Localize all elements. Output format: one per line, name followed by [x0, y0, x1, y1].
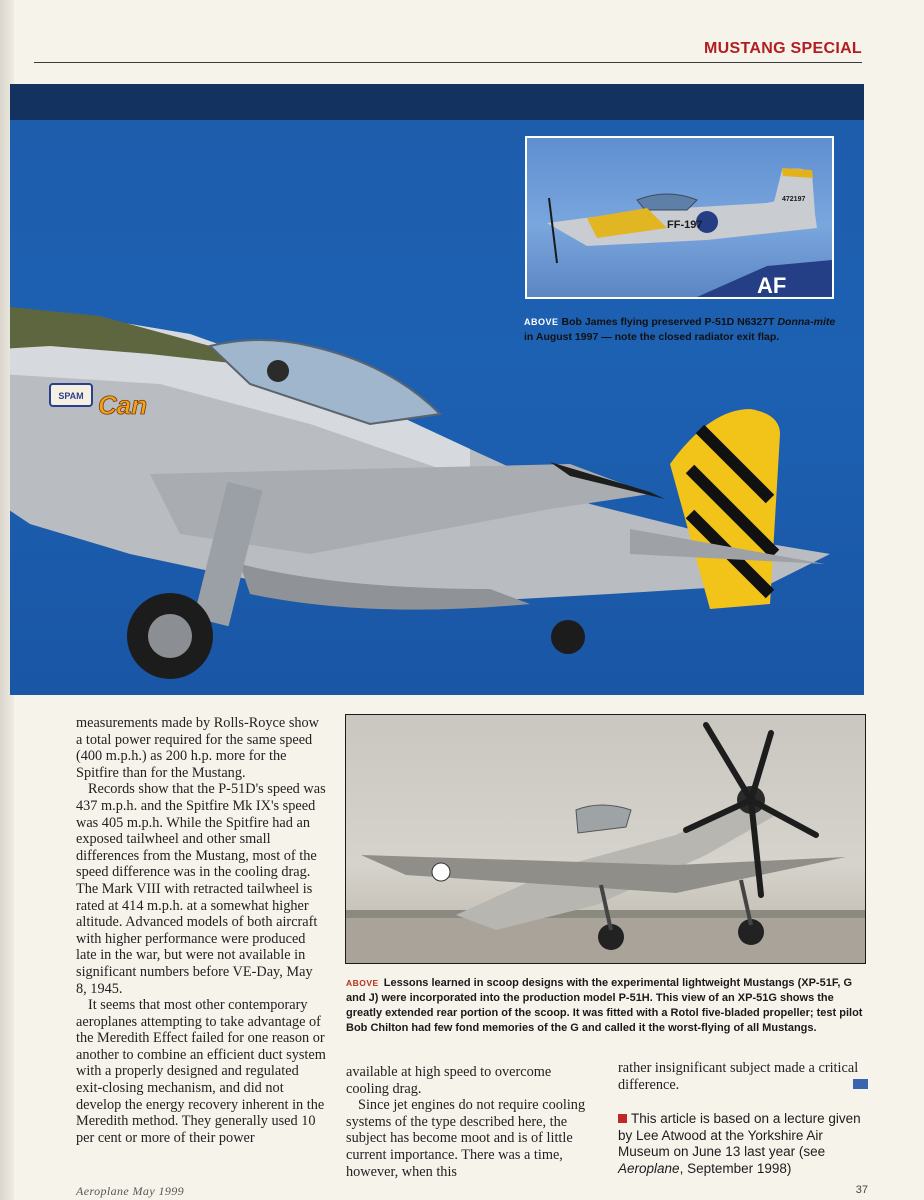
caption-bw-text: Lessons learned in scoop designs with the experimental lightweight Mustangs (XP-51F, G and J) were incorporated into the production model P-51H. This view of an XP-51G shows the greatly extended rear portion of the scoop. It was fitted with a Rotol five-bladed propeller; test pilot Bob Chilton had few fond memories of the G and called it the worst-flying of all Mustangs. — [346, 977, 863, 1034]
page-number: 37 — [855, 1184, 868, 1196]
caption-top-lead: ABOVE — [524, 317, 559, 327]
footer-publication: Aeroplane May 1999 — [76, 1184, 185, 1198]
red-square-bullet-icon — [618, 1114, 627, 1123]
xp51g-illustration — [346, 715, 866, 964]
main-wheel-hub — [148, 614, 192, 658]
body-column-1 — [76, 715, 326, 1146]
section-tag: MUSTANG SPECIAL — [704, 40, 862, 57]
inset-wing-lettering: AF — [757, 273, 787, 297]
body-paragraph: measurements made by Rolls-Royce show a total power required for the same speed (400 m.p.h.) as 200 h.p. more for the Spitfire than for the Mustang. — [76, 715, 319, 781]
note-italic: Aeroplane — [618, 1160, 680, 1176]
bw-photo — [345, 714, 866, 964]
body-paragraph: It seems that most other contemporary aeroplanes attempting to take advantage of the Meredith Effect failed for one reason or another to combine an efficient duct system with a properly designed and regulated exit-closing mechanism, and did not develop the energy recovery inherent in the Meredith method. They generally used 10 per cent or more of their power — [76, 997, 326, 1146]
caption-top — [524, 315, 842, 344]
bw-canopy — [576, 805, 631, 833]
inset-propeller — [549, 198, 557, 263]
caption-bw-lead: ABOVE — [346, 978, 379, 988]
body-column-2 — [346, 1064, 596, 1180]
note-text-2: , September 1998) — [679, 1160, 792, 1176]
tail-wheel — [551, 620, 585, 654]
inset-canopy — [637, 194, 697, 210]
inset-code: FF-197 — [667, 219, 703, 231]
body-paragraph: Records show that the P-51D's speed was 437 m.p.h. and the Spitfire Mk IX's speed was 405 m.p.h. While the Spitfire had an exposed tailwheel and other small differences from the Mustang, most of the speed difference was in the cooling drag. The Mark VIII with retracted tailwheel is rated at 414 m.p.h. at a somewhat higher altitude. Advanced models of both aircraft with higher performance were produced late in the war, but were not available in significant numbers before VE-Day, May 8, 1945. — [76, 781, 326, 997]
body-column-3 — [618, 1060, 868, 1177]
hero-photo — [10, 84, 864, 695]
spam-text: SPAM — [58, 391, 84, 401]
inset-aircraft-illustration — [527, 138, 832, 297]
body-paragraph: Since jet engines do not require cooling systems of the type described here, the subject has become moot and is of little current importance. There was a time, however, when this — [346, 1097, 586, 1180]
nose-art-text: Can — [98, 390, 148, 420]
caption-bw — [346, 976, 866, 1036]
caption-top-text-2: in August 1997 — note the closed radiator exit flap. — [524, 330, 780, 343]
bw-star-insignia — [432, 863, 450, 881]
header-rule — [34, 62, 862, 63]
author-note — [618, 1111, 868, 1177]
inset-serial: 472197 — [782, 196, 806, 203]
caption-top-text-1: Bob James flying preserved P-51D N6327T — [561, 316, 775, 328]
note-text-1: This article is based on a lecture given by Lee Atwood at the Yorkshire Air Museum on June 13 last year (see — [618, 1111, 861, 1160]
pilot-helmet — [267, 360, 289, 382]
body-paragraph: rather insignificant subject made a critical difference. — [618, 1060, 859, 1093]
end-of-article-mark — [853, 1079, 868, 1089]
caption-top-italic: Donna-mite — [777, 316, 836, 328]
inset-photo — [525, 136, 834, 299]
body-paragraph: available at high speed to overcome cooling drag. — [346, 1064, 552, 1097]
